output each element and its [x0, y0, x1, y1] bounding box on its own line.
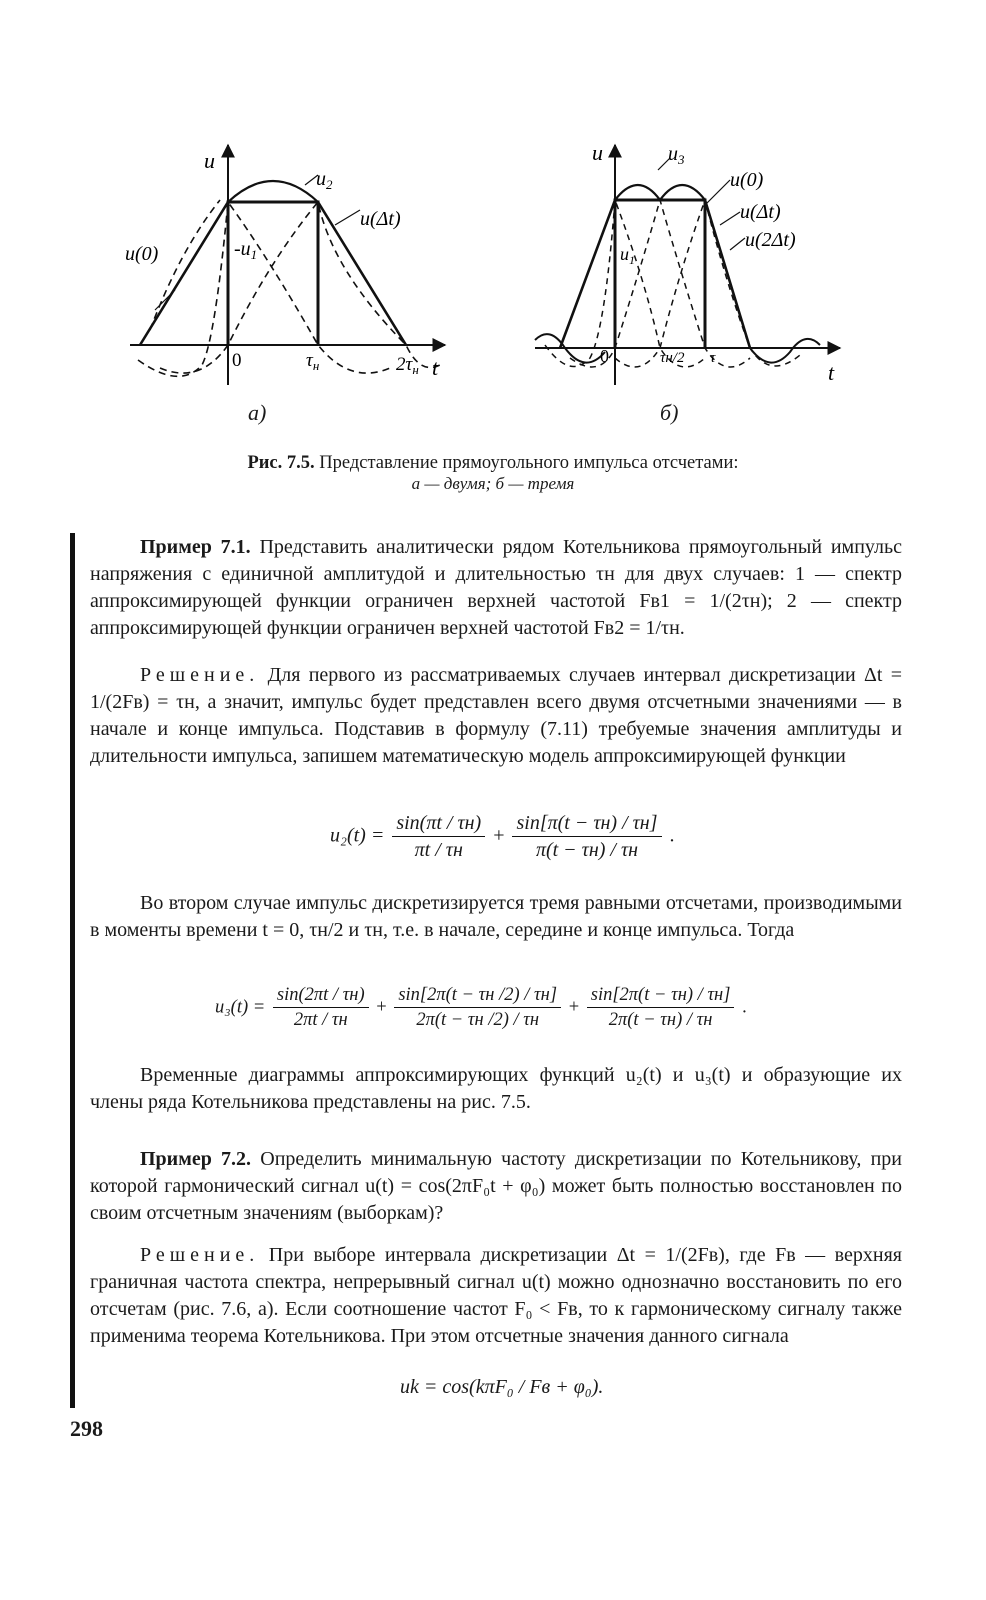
formula-u2-t1-den: πt / τн: [414, 839, 463, 861]
solution-1: [90, 662, 902, 770]
u3-sub: 3: [678, 152, 685, 167]
example-2: [90, 1146, 902, 1227]
page-number: 298: [70, 1416, 103, 1441]
svg-text:u1: [620, 244, 635, 267]
example-1-text: Представить аналитически рядом Котельникова прямоугольный импульс напряжения с единичной амплитудой и длительностью τн для двух случаев: 1 — спектр аппроксимирующей функции ограничен верхней частотой Fв1 = 1/(2τн); 2 — спектр аппроксимирующей функции ограничен верхней частотой Fв2 = 1/τн.: [90, 536, 902, 639]
paragraph-2-text: Во втором случае импульс дискретизируется тремя равными отсчетами, производимыми в моменты времени t = 0, τн/2 и τн, т.е. в начале, середине и конце импульса. Тогда: [90, 892, 902, 941]
origin-label-b: 0: [600, 346, 609, 366]
u0-label: u(0): [125, 243, 159, 265]
tau-label-b: τ: [710, 350, 716, 366]
margin-bar: [70, 533, 75, 1408]
formula-u3-t1-num: sin(2πt / τн): [273, 985, 369, 1008]
example-2-text: Определить минимальную частоту дискретизации по Котельникову, при которой гармонический сигнал u(t) = cos(2πF₀t + φ₀) может быть полностью восстановлен по своим отсчетным значениям (выборкам)?: [90, 1148, 902, 1224]
panel-label-a: а): [248, 400, 267, 425]
axis-u-label-b: u: [592, 140, 603, 165]
tau-half-label: τн/2: [660, 350, 685, 366]
formula-u3-t1-den: 2πt / τн: [293, 1010, 348, 1030]
solution-1-lead: Решение.: [140, 664, 260, 686]
caption-text: Представление прямоугольного импульса отсчетами:: [314, 453, 739, 473]
formula-u3-t3-num: sin[2π(t − τн) / τн]: [587, 985, 735, 1008]
formula-u3-t3-den: 2π(t − τн) / τн: [608, 1010, 713, 1030]
solution-1-text: Для первого из рассматриваемых случаев интервал дискретизации Δt = 1/(2Fв) = τн, а значит, импульс будет представлен всего двумя отсчетными значениями — в начале и конце импульса. Подставив в формулу (7.11) требуемые значения амплитуды и длительности импульса, запишем математическую модель аппроксимирующей функции: [90, 664, 902, 767]
paragraph-3: [90, 1062, 902, 1116]
u1-sub: 1: [250, 247, 258, 262]
solution-2-lead: Решение.: [140, 1244, 260, 1266]
svg-text:u3: [668, 143, 685, 167]
u1-sub-b: 1: [629, 253, 635, 267]
u0-label-b: u(0): [730, 169, 764, 191]
u2-label: u: [316, 168, 326, 190]
example-1: [90, 534, 902, 642]
u1-label-b: u: [620, 244, 629, 264]
axis-t-label-b: t: [828, 360, 835, 385]
figure-b: [530, 130, 860, 395]
svg-text:τн: [306, 350, 319, 373]
tau-sub: н: [312, 358, 320, 373]
solution-2-text: При выборе интервала дискретизации Δt = 1/(2Fв), где Fв — верхняя граничная частота спектра, непрерывный сигнал u(t) можно однозначно восстановить по его отсчетам (рис. 7.6, а). Если соотношение частот F₀ < Fв, то к гармоническому сигналу также применима теорема Котельникова. При этом отсчетные значения данного сигнала: [90, 1244, 902, 1347]
two-tau-sub: н: [412, 362, 419, 377]
formula-u3-lhs: u₃(t) =: [215, 997, 266, 1018]
axis-t-label: t: [432, 355, 439, 380]
formula-u2-end: .: [669, 824, 675, 847]
u2dt-label: u(2Δt): [745, 229, 796, 251]
origin-label: 0: [232, 350, 242, 371]
formula-u3-plus2: +: [568, 997, 580, 1018]
axis-u-label: u: [204, 148, 215, 173]
caption-sub: а — двумя; б — тремя: [411, 474, 575, 493]
figure-caption: [0, 453, 986, 494]
formula-u2-plus: +: [493, 824, 505, 847]
formula-u2-lhs: u₂(t) =: [330, 824, 385, 847]
solution-2: [90, 1242, 902, 1350]
formula-u2-t1-num: sin(πt / τн): [392, 812, 485, 837]
example-2-lead: Пример 7.2.: [140, 1148, 252, 1170]
example-1-lead: Пример 7.1.: [140, 536, 251, 558]
svg-text:-u1: $-u_1$: [234, 238, 258, 262]
svg-text:2τн: [396, 354, 419, 377]
formula-u3-plus1: +: [376, 997, 387, 1018]
formula-u2-t2-num: sin[π(t − τн) / τн]: [512, 812, 661, 837]
udt-label: u(Δt): [360, 208, 401, 230]
tau-label: τ: [306, 350, 313, 371]
two-tau-label: 2τ: [396, 354, 413, 375]
panel-label-b: б): [660, 400, 679, 425]
paragraph-3-text: Временные диаграммы аппроксимирующих функций u₂(t) и u₃(t) и образующие их члены ряда Котельникова представлены на рис. 7.5.: [90, 1064, 902, 1113]
svg-text:u2: [316, 168, 333, 192]
paragraph-2: [90, 890, 902, 944]
formula-uk: uk = cos(kπF₀ / Fв + φ₀).: [400, 1376, 604, 1398]
u3-label: u: [668, 143, 678, 165]
figure-a: [120, 130, 460, 395]
u1-label: u: [240, 238, 251, 260]
formula-u2-t2-den: π(t − τн) / τн: [535, 839, 639, 861]
formula-u3-t2-den: 2π(t − τн /2) / τн: [416, 1010, 540, 1030]
formula-u3-t2-num: sin[2π(t − τн /2) / τн]: [394, 985, 561, 1008]
caption-title: Рис. 7.5.: [247, 453, 315, 473]
formula-u3-end: .: [742, 997, 747, 1018]
formula-u3: [215, 985, 747, 1031]
u2-sub: 2: [326, 177, 333, 192]
formula-u2: [330, 812, 675, 862]
udt-label-b: u(Δt): [740, 201, 781, 223]
